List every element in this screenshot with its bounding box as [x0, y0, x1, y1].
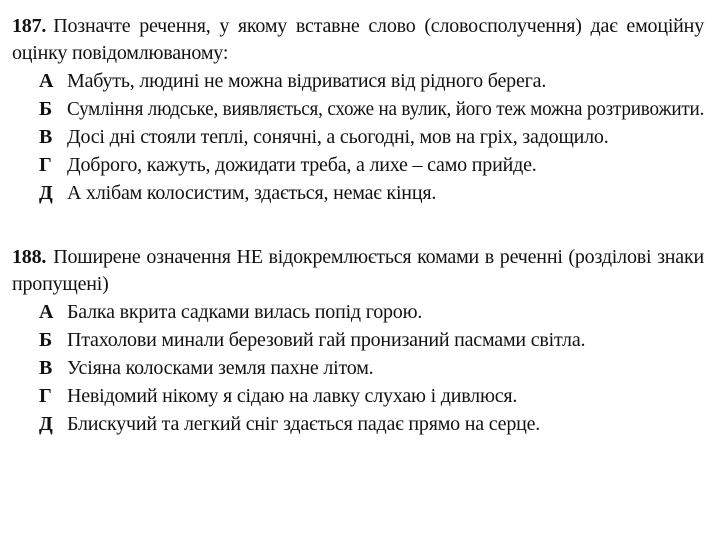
question-number: 188. [12, 246, 47, 268]
question-text: Поширене означення НЕ відокремлюється комами в реченні (розділові знаки пропущені) [12, 246, 704, 295]
answer-options [12, 298, 704, 438]
answer-option-v[interactable] [12, 354, 704, 382]
option-text: Блискучий та легкий сніг здається падає прямо на серце. [67, 413, 541, 435]
answer-option-h[interactable] [12, 151, 704, 179]
option-letter: А [39, 70, 54, 92]
answer-option-b[interactable] [12, 326, 704, 354]
option-text: А хлібам колосистим, здається, немає кінця. [67, 182, 437, 204]
answer-option-a[interactable] [12, 67, 704, 95]
option-letter: Д [39, 182, 53, 204]
option-text: Птахолови минали березовий гай пронизаний пасмами світла. [67, 329, 586, 351]
option-letter: А [39, 301, 54, 323]
answer-option-b[interactable] [12, 95, 704, 123]
option-letter: Б [39, 98, 53, 120]
answer-option-d[interactable] [12, 179, 704, 207]
question-stem [12, 244, 704, 298]
question-text: Позначте речення, у якому вставне слово (словосполучення) дає емоційну оцінку повідомлюваному: [12, 15, 704, 64]
answer-option-d[interactable] [12, 410, 704, 438]
option-text: Мабуть, людині не можна відриватися від рідного берега. [67, 70, 547, 92]
option-letter: В [39, 357, 53, 379]
option-text: Невідомий нікому я сідаю на лавку слухаю і дивлюся. [67, 385, 518, 407]
answer-option-a[interactable] [12, 298, 704, 326]
question-187 [12, 13, 704, 207]
option-text: Сумління людське, виявляється, схоже на вулик, його теж можна розтривожити. [67, 98, 705, 120]
answer-option-h[interactable] [12, 382, 704, 410]
question-188 [12, 244, 704, 438]
option-text: Усіяна колосками земля пахне літом. [67, 357, 374, 379]
answer-options [12, 67, 704, 207]
option-letter: Г [39, 154, 52, 176]
option-letter: Г [39, 385, 52, 407]
answer-option-v[interactable] [12, 123, 704, 151]
option-letter: Д [39, 413, 53, 435]
option-letter: В [39, 126, 53, 148]
option-text: Балка вкрита садками вилась попід горою. [67, 301, 423, 323]
option-text: Доброго, кажуть, дожидати треба, а лихе – само прийде. [67, 154, 537, 176]
option-text: Досі дні стояли теплі, сонячні, а сьогодні, мов на гріх, задощило. [67, 126, 609, 148]
question-number: 187. [12, 15, 47, 37]
question-stem [12, 13, 704, 67]
option-letter: Б [39, 329, 53, 351]
